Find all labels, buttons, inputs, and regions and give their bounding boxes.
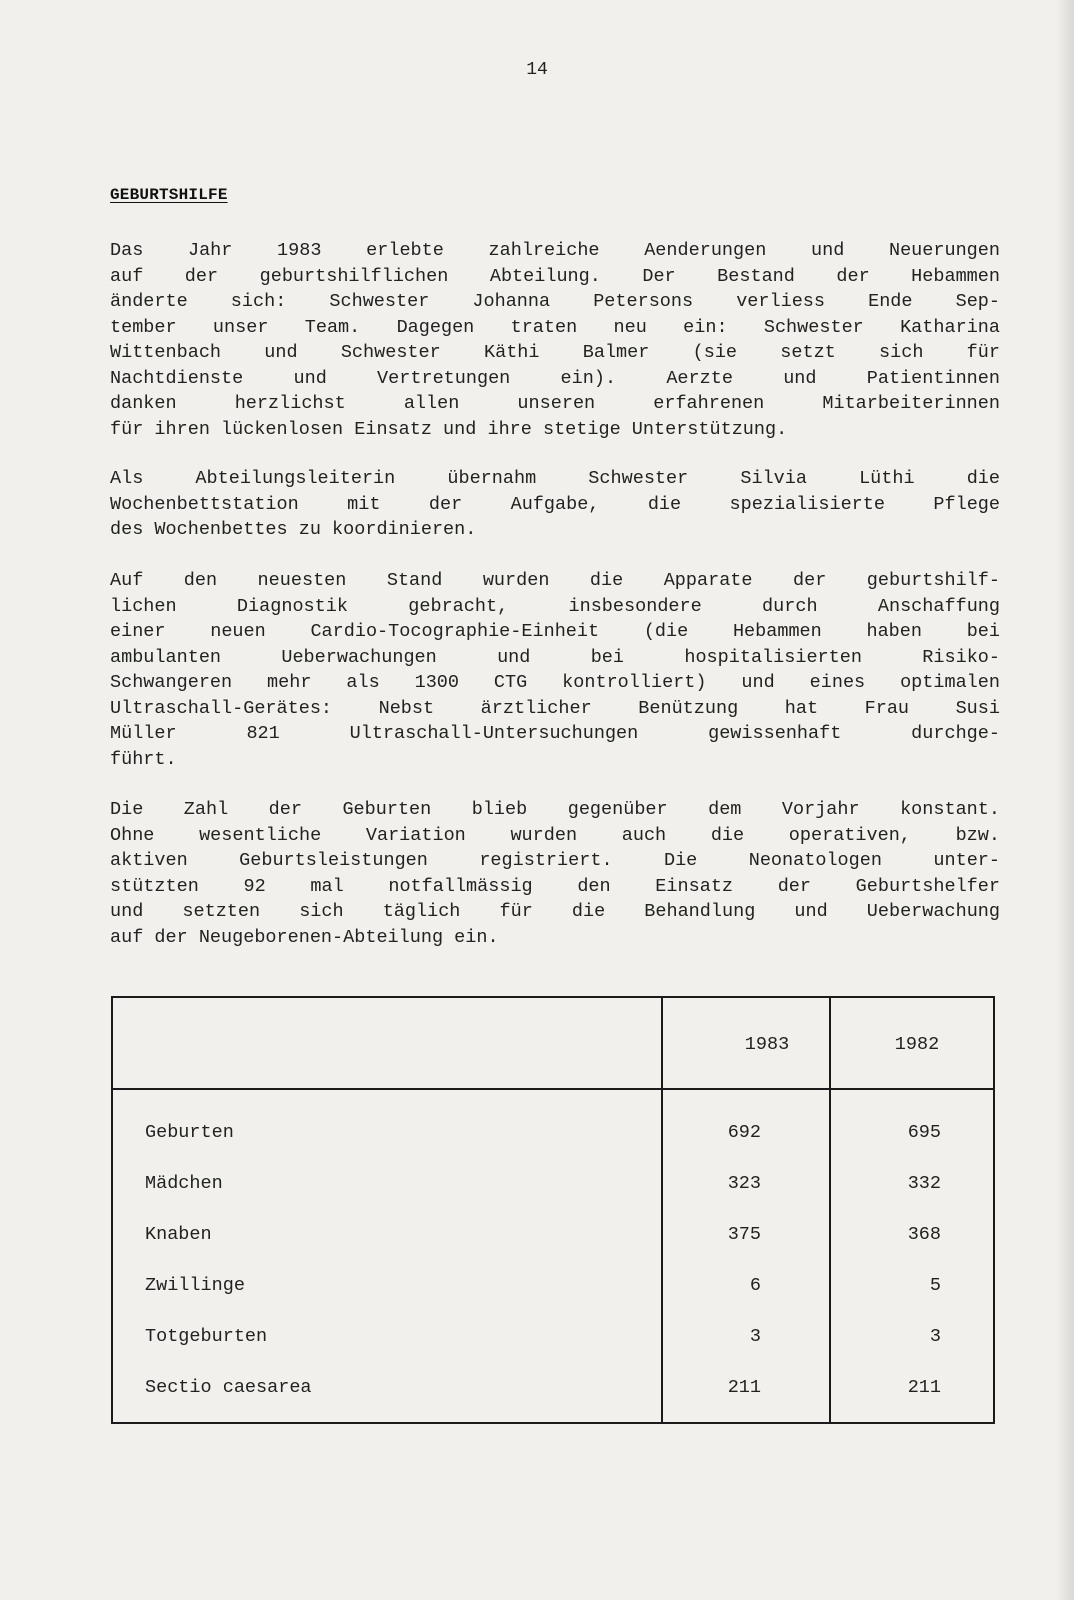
paragraph-line: ambulanten Ueberwachungen und bei hospitalisierten Risiko-	[110, 646, 1000, 668]
paragraph-3	[110, 568, 1000, 772]
paragraph-line: lichen Diagnostik gebracht, insbesondere durch Anschaffung	[110, 595, 1000, 617]
paragraph-line: aktiven Geburtsleistungen registriert. Die Neonatologen unter-	[110, 850, 1000, 871]
paragraph-line: einer neuen Cardio-Tocographie-Einheit (die Hebammen haben bei	[110, 621, 1000, 642]
paragraph-line: Müller 821 Ultraschall-Untersuchungen gewissenhaft durchge-	[110, 723, 1000, 744]
paragraph-line: Ultraschall-Gerätes: Nebst ärztlicher Benützung hat Frau Susi	[110, 697, 1000, 719]
table-row	[113, 1224, 997, 1254]
paragraph-4	[110, 797, 1000, 950]
paragraph-line: Wittenbach und Schwester Käthi Balmer (sie setzt sich für	[110, 342, 1000, 363]
paragraph-1	[110, 238, 1000, 442]
value-1982: 695	[907, 1122, 941, 1143]
row-label: Geburten	[145, 1122, 234, 1143]
table-header-divider	[113, 1088, 993, 1090]
row-label: Totgeburten	[145, 1326, 268, 1347]
birth-statistics-table	[111, 996, 995, 1424]
paragraph-line: Wochenbettstation mit der Aufgabe, die spezialisierte Pflege	[110, 493, 1000, 515]
table-row	[113, 1173, 997, 1203]
value-1982: 332	[907, 1173, 941, 1194]
row-label: Sectio caesarea	[145, 1377, 312, 1398]
table-column-divider	[661, 998, 663, 1422]
paragraph-line: Das Jahr 1983 erlebte zahlreiche Aenderungen und Neuerungen	[110, 240, 1000, 261]
table-row	[113, 1275, 997, 1305]
value-1983: 692	[727, 1122, 761, 1143]
paragraph-line: Nachtdienste und Vertretungen ein). Aerzte und Patientinnen	[110, 367, 1000, 389]
paragraph-2	[110, 466, 1000, 543]
table-header-1982: 1982	[894, 1034, 940, 1055]
value-1983: 211	[727, 1377, 761, 1398]
paragraph-line: des Wochenbettes zu koordinieren.	[110, 519, 477, 540]
paragraph-line: Als Abteilungsleiterin übernahm Schwester Silvia Lüthi die	[110, 468, 1000, 489]
paragraph-line: Die Zahl der Geburten blieb gegenüber dem Vorjahr konstant.	[110, 799, 1000, 820]
page-number: 14	[526, 60, 548, 80]
paragraph-line: änderte sich: Schwester Johanna Petersons verliess Ende Sep-	[110, 291, 1000, 312]
paragraph-line: Ohne wesentliche Variation wurden auch die operativen, bzw.	[110, 824, 1000, 846]
table-row	[113, 1326, 997, 1356]
table-column-divider	[829, 998, 831, 1422]
value-1983: 6	[749, 1275, 761, 1296]
table-row	[113, 1377, 997, 1407]
paragraph-line: stützten 92 mal notfallmässig den Einsatz der Geburtshelfer	[110, 875, 1000, 897]
paragraph-line: tember unser Team. Dagegen traten neu ein: Schwester Katharina	[110, 316, 1000, 338]
row-label: Mädchen	[145, 1173, 223, 1194]
value-1983: 323	[727, 1173, 761, 1194]
table-row	[113, 1122, 997, 1152]
value-1983: 375	[727, 1224, 761, 1245]
value-1982: 5	[929, 1275, 941, 1296]
paragraph-line: Auf den neuesten Stand wurden die Apparate der geburtshilf-	[110, 570, 1000, 591]
value-1983: 3	[749, 1326, 761, 1347]
section-heading: GEBURTSHILFE	[110, 186, 228, 204]
page-edge-shadow	[1056, 0, 1074, 1600]
paragraph-line: auf der geburtshilflichen Abteilung. Der Bestand der Hebammen	[110, 265, 1000, 287]
paragraph-line: Schwangeren mehr als 1300 CTG kontrolliert) und eines optimalen	[110, 672, 1000, 693]
row-label: Zwillinge	[145, 1275, 245, 1296]
value-1982: 211	[907, 1377, 941, 1398]
table-header-1983: 1983	[744, 1034, 790, 1055]
paragraph-line: auf der Neugeborenen-Abteilung ein.	[110, 926, 499, 948]
paragraph-line: und setzten sich täglich für die Behandlung und Ueberwachung	[110, 901, 1000, 922]
value-1982: 3	[929, 1326, 941, 1347]
row-label: Knaben	[145, 1224, 212, 1245]
paragraph-line: für ihren lückenlosen Einsatz und ihre stetige Unterstützung.	[110, 418, 788, 440]
value-1982: 368	[907, 1224, 941, 1245]
paragraph-line: danken herzlichst allen unseren erfahrenen Mitarbeiterinnen	[110, 393, 1000, 414]
paragraph-line: führt.	[110, 748, 177, 770]
